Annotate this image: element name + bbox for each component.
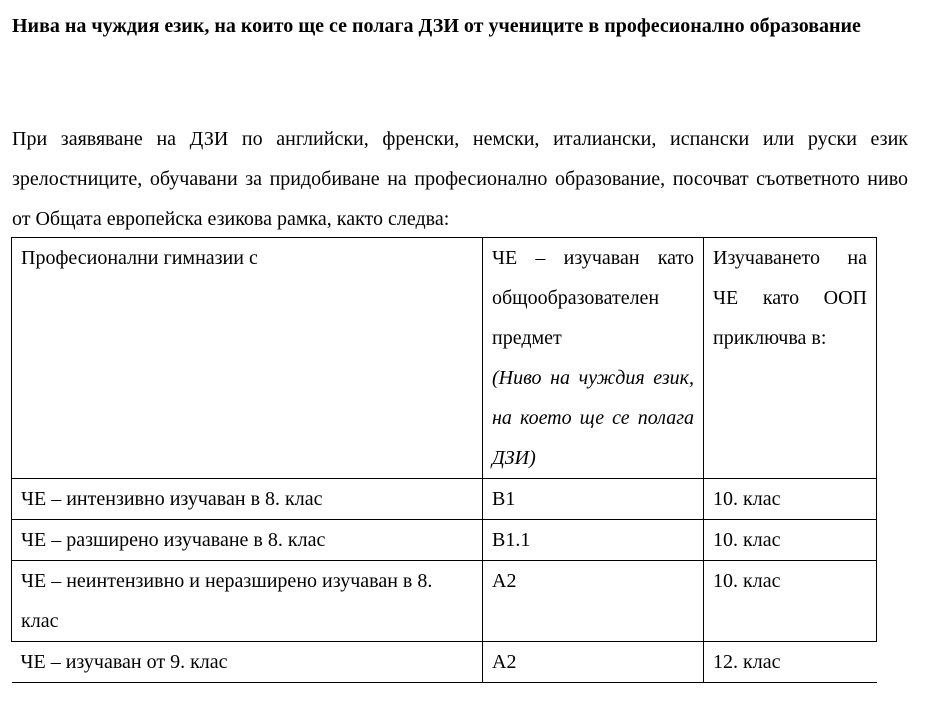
cell-school-type: ЧЕ – неинтензивно и неразширено изучаван в 8. клас: [12, 561, 483, 642]
table-row: [12, 561, 877, 642]
header-study-ends: [704, 238, 877, 479]
table-row: [12, 479, 877, 520]
table-header-row: [12, 238, 877, 479]
cell-school-type: ЧЕ – интензивно изучаван в 8. клас: [12, 479, 483, 520]
intro-paragraph: При заявяване на ДЗИ по английски, френски, немски, италиански, испански или руски език зрелостниците, обучавани за придобиване на професионално образование, посочват съответното ниво от Общата европейска езикова рамка, както следва:: [12, 128, 908, 230]
cell-ends: 10. клас: [704, 520, 877, 561]
cell-level: B1: [483, 479, 704, 520]
cell-level: A2: [483, 561, 704, 642]
cell-ends: 10. клас: [704, 479, 877, 520]
cell-ends: 12. клас: [704, 642, 877, 683]
cell-level: A2: [483, 642, 704, 683]
cell-school-type: ЧЕ – разширено изучаване в 8. клас: [12, 520, 483, 561]
table-row: [12, 520, 877, 561]
language-levels-table: [11, 237, 877, 683]
cell-level: B1.1: [483, 520, 704, 561]
cell-school-type: ЧЕ – изучаван от 9. клас: [12, 642, 483, 683]
document-heading: Нива на чуждия език, на които ще се полага ДЗИ от учениците в професионално образование: [12, 15, 861, 37]
header-exam-level-note: (Ниво на чуждия език, на което ще се полага ДЗИ): [492, 367, 694, 469]
header-school-type: [12, 238, 483, 479]
cell-ends: 10. клас: [704, 561, 877, 642]
table-row: [12, 642, 877, 683]
header-exam-level: [483, 238, 704, 479]
header-school-type-label: Професионални гимназии с: [21, 247, 258, 269]
header-study-ends-label: Изучаването на ЧЕ като ООП приключва в:: [713, 247, 867, 349]
header-exam-level-label: ЧЕ – изучаван като общообразователен предмет: [492, 247, 694, 349]
